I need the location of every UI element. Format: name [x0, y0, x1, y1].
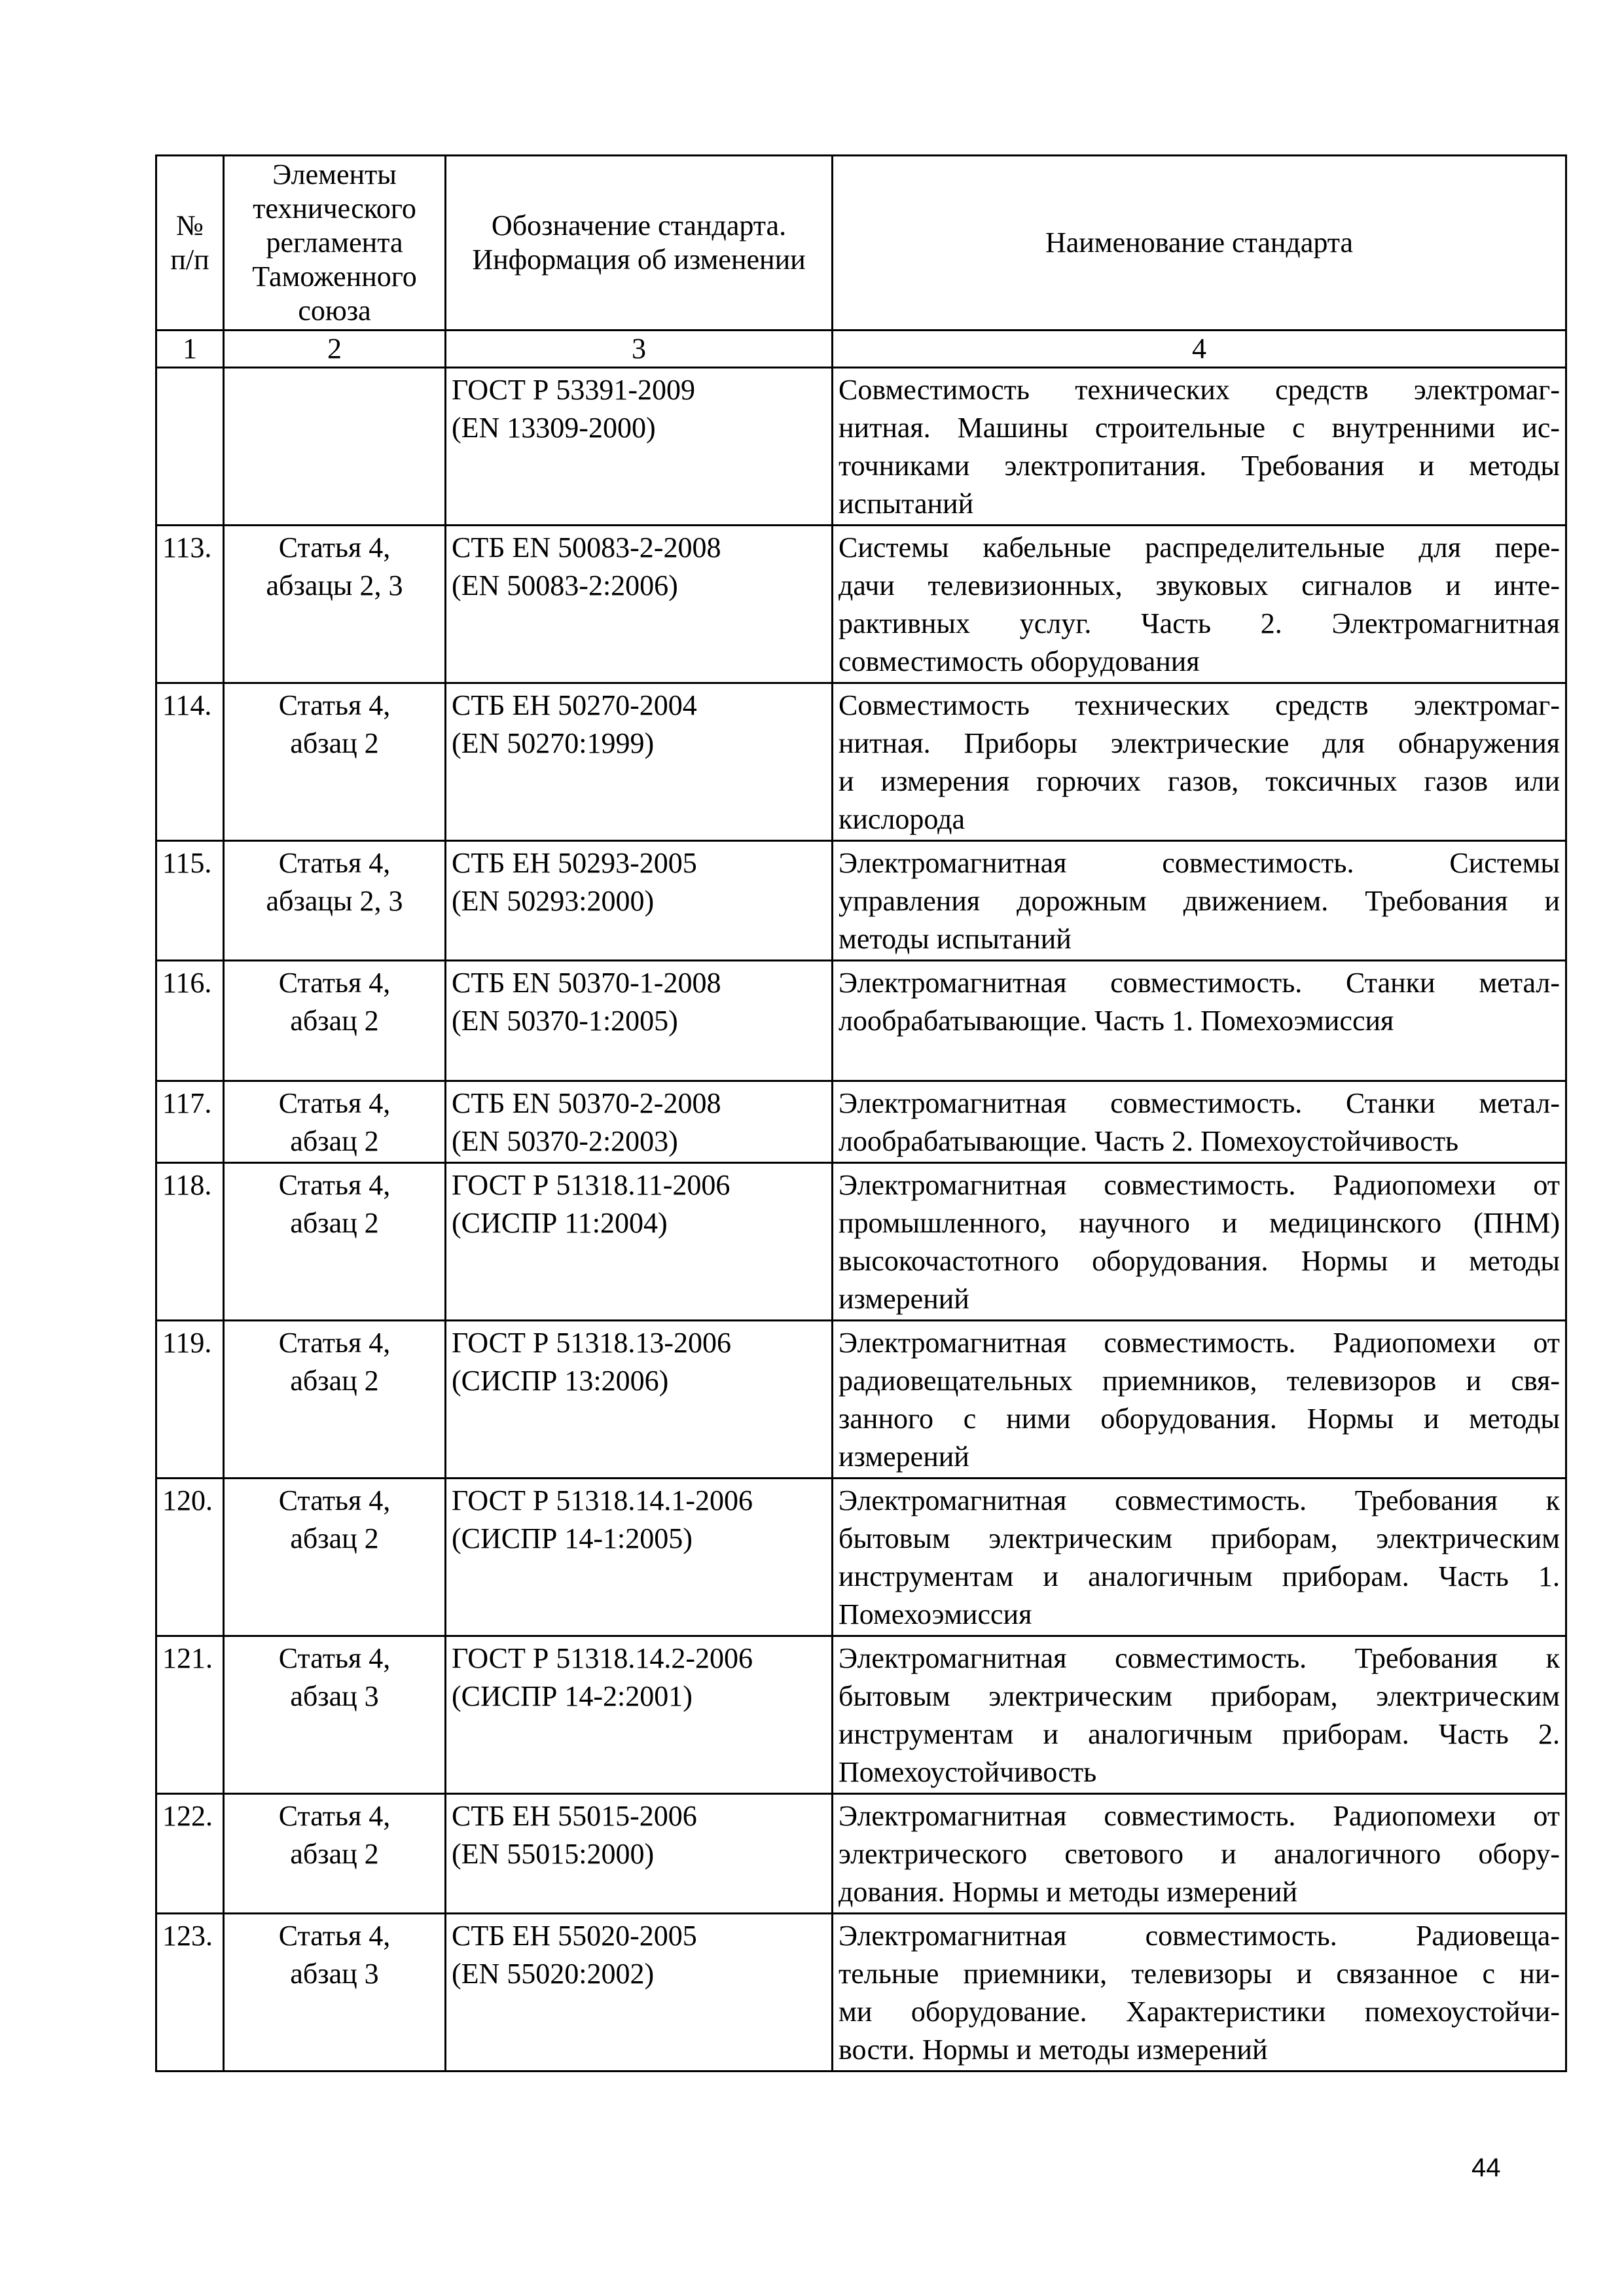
row-number: 115.: [156, 841, 224, 961]
standard-name: [833, 683, 1566, 841]
row-number: 113.: [156, 526, 224, 683]
text-line: вости. Нормы и методы измерений: [839, 2034, 1268, 2066]
standard-designation: [446, 1914, 833, 2072]
text-line: СТБ EN 50370-2-2008: [452, 1087, 721, 1119]
text-line: (EN 50083-2:2006): [452, 569, 678, 601]
text-line: абзац 3: [290, 1680, 379, 1712]
standard-name: [833, 368, 1566, 526]
text-line: Электромагнитная совместимость. Системы: [839, 847, 1560, 879]
text-line: абзацы 2, 3: [266, 885, 403, 917]
header-number: [156, 156, 224, 331]
text-line: (EN 55015:2000): [452, 1838, 655, 1870]
text-line: кислорода: [839, 803, 965, 835]
text-line: нитная. Приборы электрические для обнаружения: [839, 727, 1560, 759]
regulation-element: [224, 1081, 446, 1163]
row-number: 123.: [156, 1914, 224, 2072]
standard-name: [833, 1914, 1566, 2072]
standard-designation: [446, 1321, 833, 1479]
standard-name: [833, 1479, 1566, 1636]
standard-designation: [446, 1636, 833, 1794]
text-line: (EN 50270:1999): [452, 727, 655, 759]
row-number: 114.: [156, 683, 224, 841]
standard-designation: [446, 841, 833, 961]
standard-name: [833, 841, 1566, 961]
text-line: измерений: [839, 1283, 969, 1315]
text-line: союза: [298, 295, 371, 327]
text-line: бытовым электрическим приборам, электрическим: [839, 1680, 1560, 1712]
table-row: [156, 961, 1566, 1081]
text-line: Статья 4,: [278, 1327, 391, 1359]
standard-designation: [446, 1163, 833, 1321]
text-line: СТБ EN 50370-1-2008: [452, 967, 721, 999]
text-line: инструментам и аналогичным приборам. Часть 1.: [839, 1560, 1560, 1592]
text-line: Помехоэмиссия: [839, 1598, 1032, 1630]
text-line: СТБ EN 50083-2-2008: [452, 531, 721, 564]
table-row: [156, 368, 1566, 526]
text-line: (СИСПР 14-2:2001): [452, 1680, 693, 1712]
standard-designation: [446, 1479, 833, 1636]
text-line: методы испытаний: [839, 923, 1072, 955]
column-number-row: [156, 331, 1566, 368]
header-elements: [224, 156, 446, 331]
page-number: 44: [1471, 2153, 1501, 2182]
text-line: Статья 4,: [278, 1484, 391, 1516]
regulation-element: [224, 368, 446, 526]
text-line: СТБ ЕН 50293-2005: [452, 847, 697, 879]
text-line: абзац 2: [290, 727, 379, 759]
text-line: Электромагнитная совместимость. Радиопомехи от: [839, 1800, 1560, 1832]
regulation-element: [224, 841, 446, 961]
text-line: (EN 50370-2:2003): [452, 1125, 678, 1157]
text-line: Статья 4,: [278, 1642, 391, 1674]
text-line: (EN 50293:2000): [452, 885, 655, 917]
text-line: Обозначение стандарта.: [491, 209, 787, 242]
regulation-element: [224, 683, 446, 841]
table-row: [156, 1636, 1566, 1794]
text-line: Элементы: [272, 158, 397, 190]
text-line: СТБ ЕН 55020-2005: [452, 1920, 697, 1952]
text-line: Совместимость технических средств электромаг-: [839, 689, 1560, 721]
text-line: Электромагнитная совместимость. Радиопомехи от: [839, 1327, 1560, 1359]
text-line: абзац 2: [290, 1522, 379, 1554]
text-line: абзац 2: [290, 1207, 379, 1239]
table-row: [156, 526, 1566, 683]
table-row: [156, 1479, 1566, 1636]
text-line: Системы кабельные распределительные для пере-: [839, 531, 1560, 564]
text-line: Статья 4,: [278, 1920, 391, 1952]
text-line: нитная. Машины строительные с внутренними ис-: [839, 412, 1560, 444]
table-row: [156, 1163, 1566, 1321]
text-line: дования. Нормы и методы измерений: [839, 1876, 1298, 1908]
text-line: абзац 2: [290, 1005, 379, 1037]
text-line: рактивных услуг. Часть 2. Электромагнитная: [839, 607, 1560, 639]
table-row: [156, 841, 1566, 961]
regulation-element: [224, 1163, 446, 1321]
text-line: СТБ ЕН 50270-2004: [452, 689, 697, 721]
text-line: Электромагнитная совместимость. Радиопомехи от: [839, 1169, 1560, 1201]
text-line: Электромагнитная совместимость. Требования к: [839, 1484, 1560, 1516]
regulation-element: [224, 1321, 446, 1479]
regulation-element: [224, 1636, 446, 1794]
row-number: 121.: [156, 1636, 224, 1794]
standard-designation: [446, 368, 833, 526]
text-line: дачи телевизионных, звуковых сигналов и инте-: [839, 569, 1560, 601]
row-number: [156, 368, 224, 526]
text-line: регламента: [266, 226, 403, 259]
regulation-element: [224, 961, 446, 1081]
text-line: абзац 2: [290, 1365, 379, 1397]
standard-designation: [446, 1794, 833, 1914]
row-number: 118.: [156, 1163, 224, 1321]
text-line: измерений: [839, 1441, 969, 1473]
text-line: СТБ ЕН 55015-2006: [452, 1800, 697, 1832]
text-line: испытаний: [839, 488, 974, 520]
text-line: занного с ними оборудования. Нормы и методы: [839, 1403, 1560, 1435]
text-line: тельные приемники, телевизоры и связанное с ни-: [839, 1958, 1560, 1990]
text-line: (СИСПР 13:2006): [452, 1365, 669, 1397]
table-header: [156, 156, 1566, 368]
text-line: Электромагнитная совместимость. Станки метал-: [839, 1087, 1560, 1119]
standard-name: [833, 1794, 1566, 1914]
standard-name: [833, 1163, 1566, 1321]
row-number: 122.: [156, 1794, 224, 1914]
table-row: [156, 1914, 1566, 2072]
text-line: и измерения горючих газов, токсичных газов или: [839, 765, 1560, 797]
table-body: [156, 368, 1566, 2072]
text-line: точниками электропитания. Требования и методы: [839, 450, 1560, 482]
text-line: Статья 4,: [278, 1800, 391, 1832]
text-line: инструментам и аналогичным приборам. Часть 2.: [839, 1718, 1560, 1750]
standard-name: [833, 1081, 1566, 1163]
table-row: [156, 1321, 1566, 1479]
table-row: [156, 1081, 1566, 1163]
standard-designation: [446, 961, 833, 1081]
header-name: [833, 156, 1566, 331]
table-row: [156, 683, 1566, 841]
row-number: 120.: [156, 1479, 224, 1636]
text-line: (СИСПР 14-1:2005): [452, 1522, 693, 1554]
text-line: Статья 4,: [278, 689, 391, 721]
text-line: Статья 4,: [278, 531, 391, 564]
header-row: [156, 156, 1566, 331]
text-line: высокочастотного оборудования. Нормы и методы: [839, 1245, 1560, 1277]
text-line: ГОСТ Р 53391-2009: [452, 374, 696, 406]
table-row: [156, 1794, 1566, 1914]
standard-name: [833, 961, 1566, 1081]
text-line: ми оборудование. Характеристики помехоустойчи-: [839, 1996, 1560, 2028]
text-line: Электромагнитная совместимость. Станки метал-: [839, 967, 1560, 999]
standards-table: [155, 154, 1567, 2072]
column-number: 3: [446, 331, 833, 368]
text-line: Статья 4,: [278, 1169, 391, 1201]
text-line: (EN 55020:2002): [452, 1958, 655, 1990]
text-line: промышленного, научного и медицинского (ПНМ): [839, 1207, 1560, 1239]
standard-designation: [446, 1081, 833, 1163]
text-line: лообрабатывающие. Часть 1. Помехоэмиссия: [839, 1005, 1394, 1037]
regulation-element: [224, 526, 446, 683]
column-number: 4: [833, 331, 1566, 368]
text-line: Совместимость технических средств электромаг-: [839, 374, 1560, 406]
text-line: технического: [253, 192, 416, 224]
row-number: 117.: [156, 1081, 224, 1163]
text-line: Помехоустойчивость: [839, 1756, 1097, 1788]
text-line: п/п: [170, 243, 209, 276]
text-line: ГОСТ Р 51318.11-2006: [452, 1169, 731, 1201]
text-line: совместимость оборудования: [839, 645, 1200, 677]
standard-name: [833, 526, 1566, 683]
text-line: №: [176, 209, 204, 242]
regulation-element: [224, 1479, 446, 1636]
text-line: Статья 4,: [278, 847, 391, 879]
column-number: 2: [224, 331, 446, 368]
text-line: управления дорожным движением. Требования и: [839, 885, 1560, 917]
text-line: ГОСТ Р 51318.13-2006: [452, 1327, 732, 1359]
standard-name: [833, 1321, 1566, 1479]
text-line: ГОСТ Р 51318.14.2-2006: [452, 1642, 753, 1674]
header-designation: [446, 156, 833, 331]
text-line: абзац 2: [290, 1838, 379, 1870]
standard-designation: [446, 683, 833, 841]
regulation-element: [224, 1914, 446, 2072]
text-line: ГОСТ Р 51318.14.1-2006: [452, 1484, 753, 1516]
column-number: 1: [156, 331, 224, 368]
text-line: Электромагнитная совместимость. Радиовеща-: [839, 1920, 1560, 1952]
text-line: радиовещательных приемников, телевизоров и свя-: [839, 1365, 1560, 1397]
text-line: абзацы 2, 3: [266, 569, 403, 601]
text-line: бытовым электрическим приборам, электрическим: [839, 1522, 1560, 1554]
text-line: Статья 4,: [278, 1087, 391, 1119]
text-line: Наименование стандарта: [1045, 226, 1354, 259]
text-line: (EN 13309-2000): [452, 412, 656, 444]
text-line: абзац 3: [290, 1958, 379, 1990]
text-line: (EN 50370-1:2005): [452, 1005, 678, 1037]
text-line: Электромагнитная совместимость. Требования к: [839, 1642, 1560, 1674]
text-line: лообрабатывающие. Часть 2. Помехоустойчивость: [839, 1125, 1459, 1157]
text-line: (СИСПР 11:2004): [452, 1207, 668, 1239]
text-line: электрического светового и аналогичного обору-: [839, 1838, 1560, 1870]
text-line: абзац 2: [290, 1125, 379, 1157]
standard-name: [833, 1636, 1566, 1794]
text-line: Информация об изменении: [472, 243, 806, 276]
text-line: Статья 4,: [278, 967, 391, 999]
regulation-element: [224, 1794, 446, 1914]
standard-designation: [446, 526, 833, 683]
text-line: Таможенного: [252, 260, 417, 293]
row-number: 116.: [156, 961, 224, 1081]
row-number: 119.: [156, 1321, 224, 1479]
